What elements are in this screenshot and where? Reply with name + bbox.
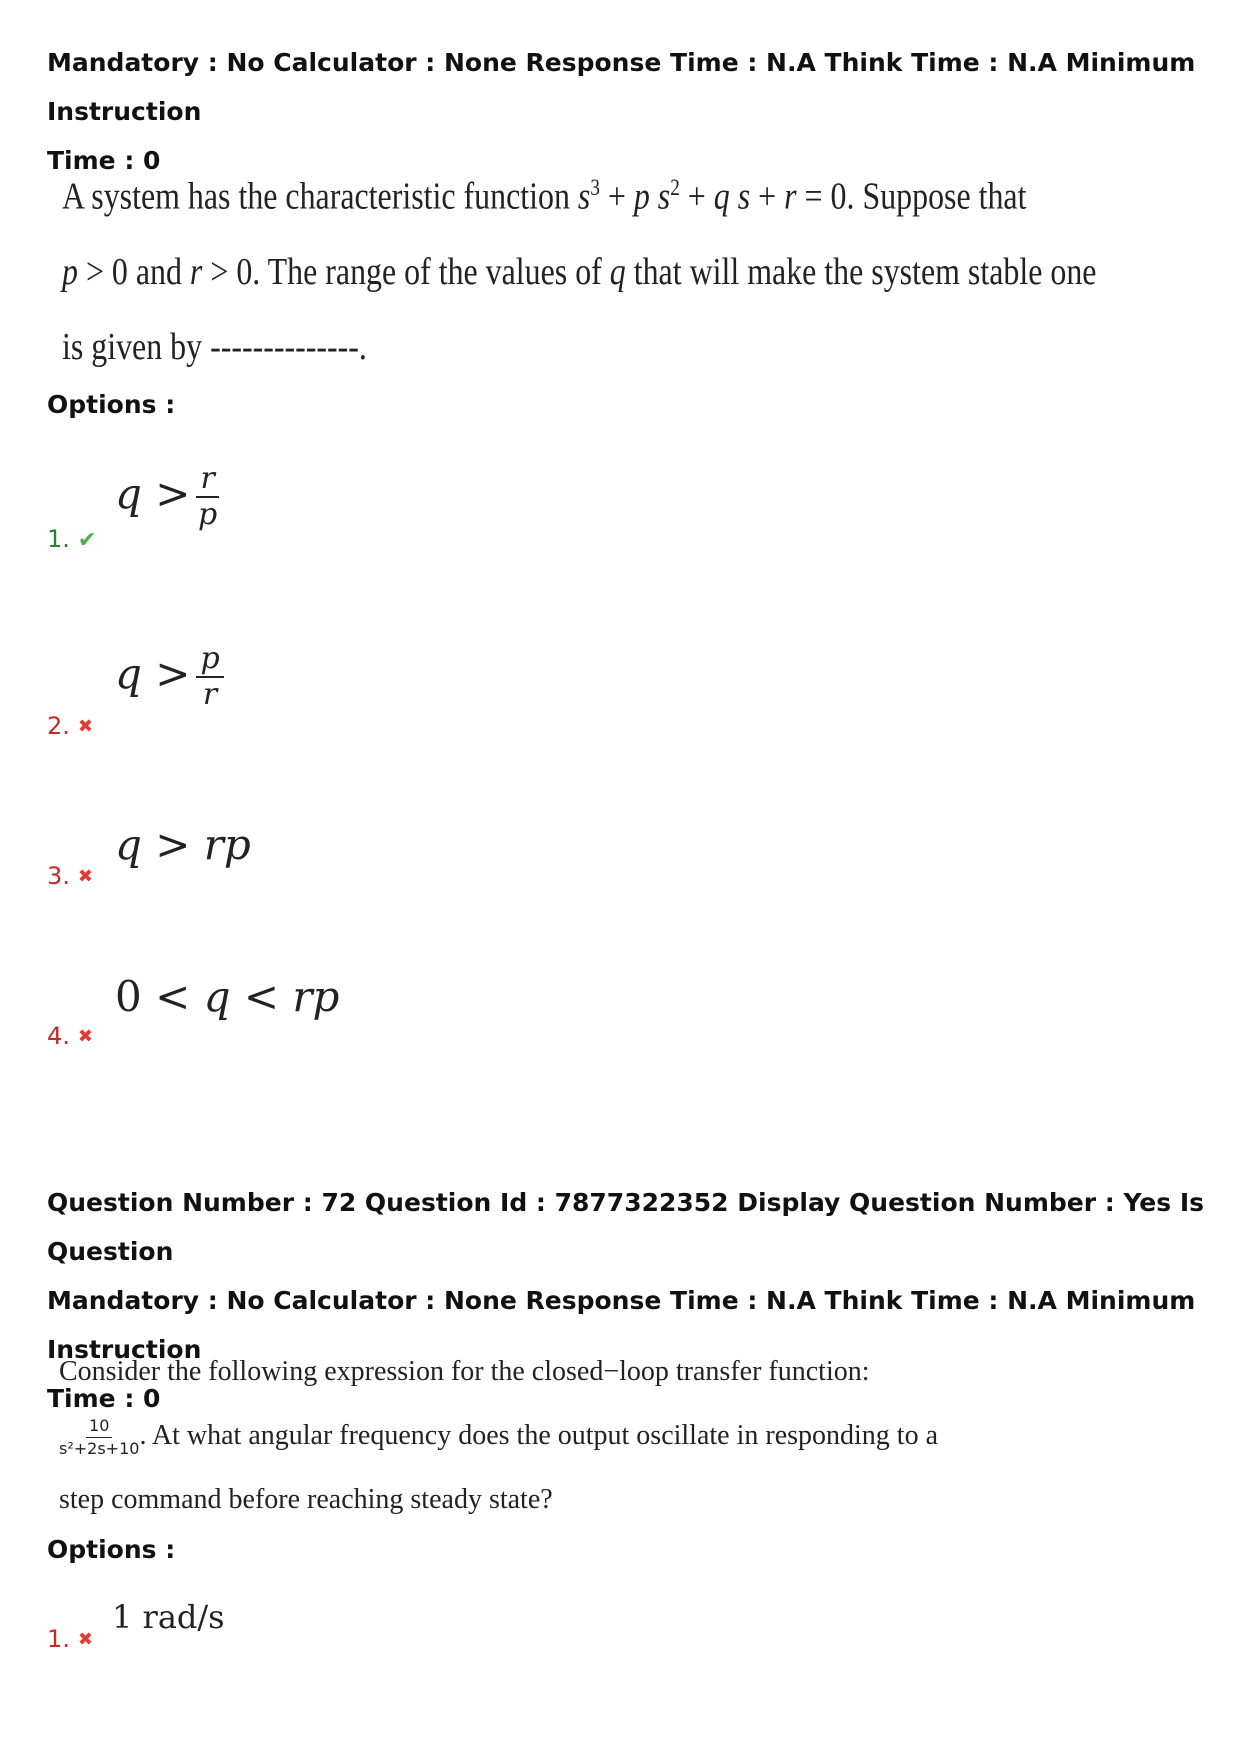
cross-icon: ✖ [77,1026,93,1047]
options-label: Options : [47,1535,176,1564]
question-text: Consider the following expression for the closed−loop transfer function: $\frac{10}{\text{s²+2s+10}}$ . At what angular frequency does the output oscillate in responding to a step command before reaching steady state? [59,1356,939,1515]
question-text: A system has the characteristic function $s^3 + p$ $s^2 + q$ s + r = 0. Suppose that p > 0 and r > 0. The range of the values of q that will make the system stable one is given by --------------. [62,175,1097,368]
option-2[interactable]: 2. ✖ [47,712,93,740]
cross-icon: ✖ [77,716,93,737]
option-4[interactable]: 4. ✖ [47,1022,93,1050]
cross-icon: ✖ [77,1629,93,1650]
transfer-function: $\frac{10}{\text{s²+2s+10}}$ [59,1416,140,1459]
option-2-formula: q > $\frac{p}{r}$ [115,642,224,712]
option-3[interactable]: 3. ✖ [47,862,93,890]
option-3-formula: q > rp [115,820,251,869]
cross-icon: ✖ [77,866,93,887]
option-1[interactable]: 1. ✖ [47,1625,93,1653]
check-icon: ✔ [77,528,97,553]
question-meta: Question Number : 72 Question Id : 7877322352 Display Question Number : Yes Is Question Mandatory : No Calculator : None Response Time : N.A Think Time : N.A Minimum Instruction Time : 0 [47,1188,1205,1413]
option-1[interactable]: 1. ✔ [47,525,97,553]
option-4-formula: 0 < q < rp [115,972,340,1021]
option-1-formula: 1 rad/s [112,1598,225,1636]
option-1-formula: q > $\frac{r}{p}$ [115,461,218,532]
question-meta: Mandatory : No Calculator : None Response Time : N.A Think Time : N.A Minimum Instruction Time : 0 [47,48,1196,175]
options-label: Options : [47,390,176,419]
